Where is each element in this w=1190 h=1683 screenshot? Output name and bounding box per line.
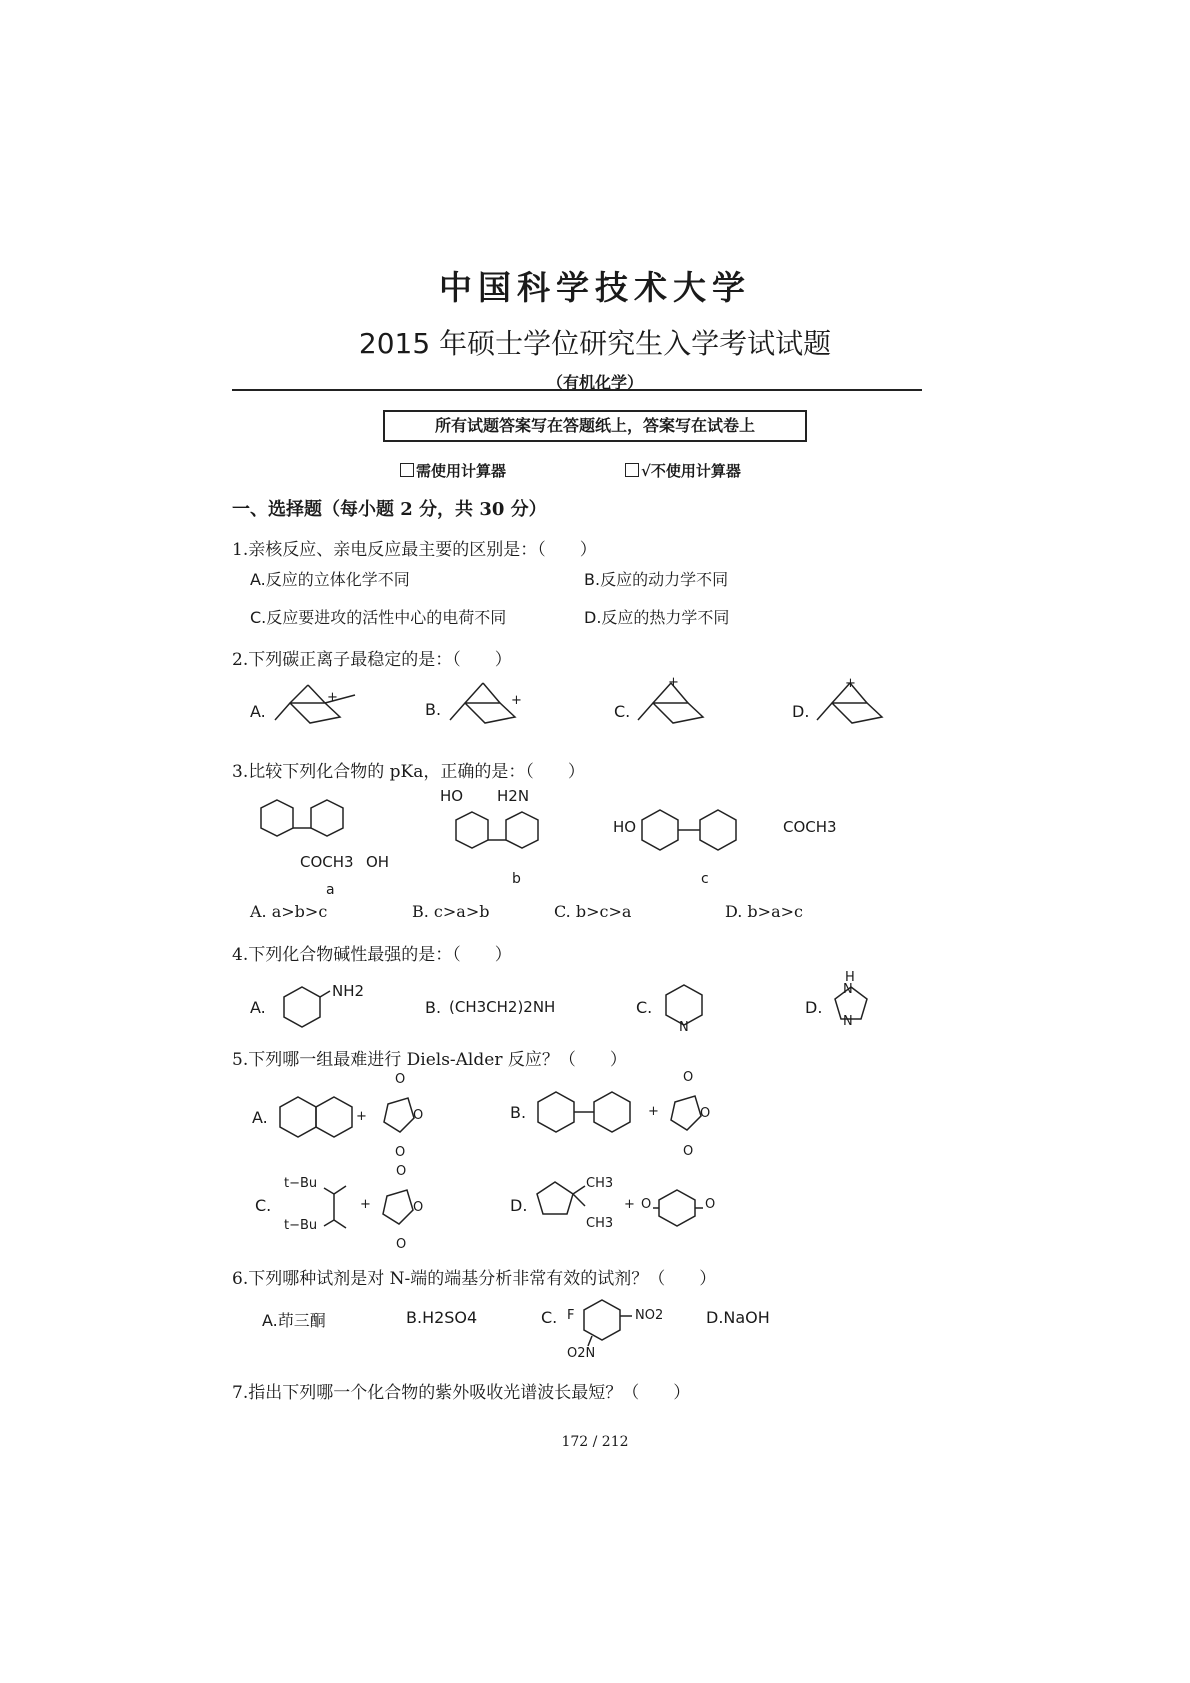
q5-a-o-ring: O bbox=[413, 1108, 424, 1123]
q5-a-maleic-anhydride-structure bbox=[378, 1090, 438, 1150]
checkbox-icon bbox=[400, 463, 414, 477]
q4-pyridine-n: N bbox=[679, 1020, 689, 1035]
q5-d-quinone-o-left: O bbox=[641, 1197, 652, 1212]
q3-a-group-oh: OH bbox=[366, 853, 390, 871]
exam-title: 2015 年硕士学位研究生入学考试试题 bbox=[358, 327, 832, 360]
q2-stem: 2.下列碳正离子最稳定的是：（ ） bbox=[232, 650, 512, 670]
q2-label-a: A. bbox=[250, 702, 266, 721]
q5-b-maleic-anhydride-structure bbox=[665, 1088, 725, 1148]
q3-label-b: b bbox=[512, 871, 521, 887]
q6-option-d: D.NaOH bbox=[706, 1308, 770, 1327]
q6-option-a: A.茚三酮 bbox=[262, 1311, 326, 1330]
q3-label-c: c bbox=[701, 871, 709, 887]
q3-compound-a-structure bbox=[260, 798, 390, 858]
q5-c-maleic-anhydride-structure bbox=[377, 1182, 437, 1242]
q6-option-c: C. bbox=[541, 1308, 558, 1327]
q3-label-a: a bbox=[326, 882, 335, 898]
q5-b-diene-structure bbox=[536, 1090, 646, 1140]
checkbox-icon bbox=[625, 463, 639, 477]
q6-sanger-reagent-structure bbox=[580, 1298, 640, 1348]
q3-stem: 3.比较下列化合物的 pKa，正确的是：（ ） bbox=[232, 762, 585, 782]
q7-stem: 7.指出下列哪一个化合物的紫外吸收光谱波长最短？（ ） bbox=[232, 1383, 691, 1403]
q4-pyridine-structure bbox=[664, 983, 714, 1033]
q5-label-c: C. bbox=[255, 1196, 272, 1215]
q3-option-a: A. a>b>c bbox=[250, 902, 328, 921]
q4-imidazole-n3: N bbox=[843, 1014, 853, 1029]
q5-label-b: B. bbox=[510, 1103, 527, 1122]
q4-stem: 4.下列化合物碱性最强的是：（ ） bbox=[232, 945, 512, 965]
q3-compound-b-structure bbox=[455, 810, 585, 870]
q4-a-group-nh2: NH2 bbox=[332, 982, 365, 1000]
q5-c-diene-structure bbox=[322, 1180, 362, 1240]
q3-compound-c-structure bbox=[640, 808, 790, 858]
q5-c-tbu-top: t−Bu bbox=[284, 1176, 318, 1191]
calc-no-option bbox=[625, 460, 741, 481]
section-title: 一、选择题（每小题 2 分，共 30 分） bbox=[232, 499, 547, 520]
q6-c-group-o2n: O2N bbox=[567, 1346, 596, 1361]
q5-c-o-ring: O bbox=[413, 1200, 424, 1215]
q4-label-b: B. bbox=[425, 998, 442, 1017]
q1-option-d: D.反应的热力学不同 bbox=[584, 608, 730, 627]
q6-stem: 6.下列哪种试剂是对 N-端的端基分析非常有效的试剂？（ ） bbox=[232, 1269, 717, 1289]
q5-c-o-top: O bbox=[396, 1164, 407, 1179]
q4-label-d: D. bbox=[805, 998, 823, 1017]
q4-imidazole-h: H bbox=[845, 970, 855, 985]
q2-label-d: D. bbox=[792, 702, 810, 721]
q2-plus-b: + bbox=[511, 693, 522, 708]
page-number: 172 / 212 bbox=[561, 1434, 629, 1450]
q1-option-a: A.反应的立体化学不同 bbox=[250, 570, 410, 589]
q3-c-group-coch3: COCH3 bbox=[783, 818, 837, 836]
q3-option-c: C. b>c>a bbox=[554, 902, 632, 921]
calc-no-label: √不使用计算器 bbox=[641, 462, 741, 480]
q6-c-group-no2: NO2 bbox=[635, 1308, 664, 1323]
q3-a-group-coch3: COCH3 bbox=[300, 853, 354, 871]
q5-a-o-top: O bbox=[395, 1072, 406, 1087]
q3-option-b: B. c>a>b bbox=[412, 902, 490, 921]
q6-c-group-f: F bbox=[567, 1308, 575, 1323]
q4-label-c: C. bbox=[636, 998, 653, 1017]
q5-d-ch3-top: CH3 bbox=[586, 1176, 614, 1191]
q4-imidazole-n1: N bbox=[843, 982, 853, 997]
q5-b-o-bottom: O bbox=[683, 1144, 694, 1159]
q5-a-o-bottom: O bbox=[395, 1145, 406, 1160]
q5-stem: 5.下列哪一组最难进行 Diels-Alder 反应？（ ） bbox=[232, 1050, 627, 1070]
q5-d-ch3-bottom: CH3 bbox=[586, 1216, 614, 1231]
q2-plus-a: + bbox=[327, 690, 338, 705]
q2-label-b: B. bbox=[425, 700, 442, 719]
q4-b-formula: (CH3CH2)2NH bbox=[449, 998, 556, 1016]
q1-stem: 1.亲核反应、亲电反应最主要的区别是：（ ） bbox=[232, 540, 597, 560]
q5-d-quinone-o-right: O bbox=[705, 1197, 716, 1212]
q5-c-tbu-bottom: t−Bu bbox=[284, 1218, 318, 1233]
q2-plus-c: + bbox=[668, 675, 679, 690]
q1-option-b: B.反应的动力学不同 bbox=[584, 570, 729, 589]
calc-need-option bbox=[400, 460, 506, 481]
university-name: 中国科学技术大学 bbox=[439, 268, 751, 307]
q2-carbocation-a-structure bbox=[270, 675, 360, 735]
q4-imidazole-structure bbox=[829, 985, 879, 1030]
calc-need-label: 需使用计算器 bbox=[416, 462, 507, 480]
q5-label-d: D. bbox=[510, 1196, 528, 1215]
answer-notice: 所有试题答案写在答题纸上，答案写在试卷上 bbox=[383, 410, 807, 442]
header-divider bbox=[232, 389, 922, 391]
q5-plus-b: + bbox=[648, 1104, 659, 1119]
q2-label-c: C. bbox=[614, 702, 631, 721]
q5-label-a: A. bbox=[252, 1108, 268, 1127]
q3-option-d: D. b>a>c bbox=[725, 902, 803, 921]
q5-plus-a: + bbox=[356, 1109, 367, 1124]
q3-b-group-ho: HO bbox=[440, 787, 464, 805]
q5-plus-c: + bbox=[360, 1197, 371, 1212]
q5-b-o-top: O bbox=[683, 1070, 694, 1085]
q3-c-group-ho: HO bbox=[613, 818, 637, 836]
q4-label-a: A. bbox=[250, 998, 266, 1017]
q2-plus-d: + bbox=[845, 676, 856, 691]
q3-b-group-h2n: H2N bbox=[497, 787, 530, 805]
q5-c-o-bottom: O bbox=[396, 1237, 407, 1252]
q5-b-o-ring: O bbox=[700, 1106, 711, 1121]
q6-option-b: B.H2SO4 bbox=[406, 1308, 478, 1327]
q5-plus-d: + bbox=[624, 1197, 635, 1212]
subject-label: （有机化学） bbox=[546, 373, 643, 392]
q1-option-c: C.反应要进攻的活性中心的电荷不同 bbox=[250, 608, 507, 627]
